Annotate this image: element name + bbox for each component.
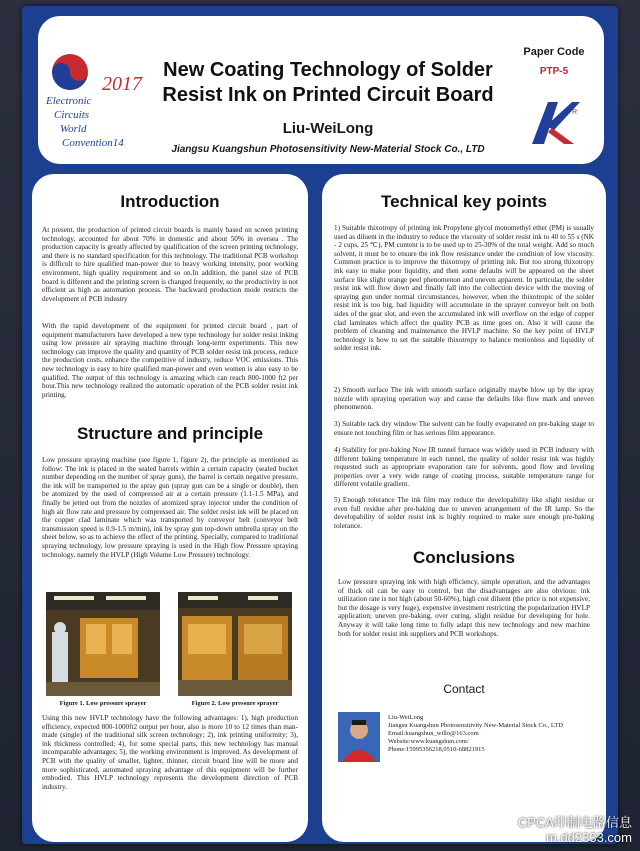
author-photo — [338, 712, 380, 762]
logo-line-3: World — [60, 123, 87, 135]
contact-heading: Contact — [443, 682, 485, 696]
figure-2-photo — [178, 592, 292, 696]
contact-company: Jiangsu Kuangshun Photosensitivity New-Material Stock Co., LTD — [388, 722, 563, 729]
technical-point-5: 5) Enough tolerance The ink film may reduce the developability like slight residue or even full residue after pre-baking due to uneven arrangement of the IR lamp. So the developability of solder resist ink is highly required to make sure enough pre-baking tolerance. — [334, 496, 594, 530]
figure-1-photo — [46, 592, 160, 696]
introduction-paragraph-1: At present, the production of printed circuit boards is mainly based on screen printing technology, accounted for about 70% in domestic and about 50% in oversea . The production capacity is greatly affected by qualification of the screen printing technology, and there is no standard specification for this technology. The traditional PCB workshop is difficult to hire qualified man-power due to heavy working intensity, poor working environment, high quality requirement and so on.In addition, the panel size of PCB board is different and the printing screen is changed frequently, so the productivity is not efficient as high as automation process. The backward production mode restricts the development of PCB industry — [42, 226, 298, 303]
logo-line-4: Convention14 — [62, 137, 124, 149]
poster-title — [138, 58, 518, 108]
logo-line-1: Electronic — [46, 95, 92, 107]
structure-paragraph-1: Low pressure spraying machine (see figure 1, figure 2), the principle as mentioned as follow: The ink is placed in the sealed barrels within a certain capacity (sealed bucket number depending on the number of spray guns), the barrel is certain negative pressure, the ink will be transported to the spray gun (spray gun can be a single or double), then be atomized by the used of compressed air at a certain pressure (1.1-1.5 MPa), and finally be jetted out from the nozzles of atomized spray injector under the condition of high air flow rate and pressure by compressed air. The solder resist ink will be placed on the copper clad laminate which was transported by conveyor belt (conveyor belt transmission speed is 0.9-1.5 m/min), ink by spray gun top-down umbrella spray on the sheet below, so as to achieve the effect of the printing. Specially, compared to traditional spraying technology, low pressure spraying is used in the High flow Pressure spraying technology, namely the HVLP (High Volume Low Pressure) technology. — [42, 456, 298, 559]
technical-point-3: 3) Suitable tack dry window The solvent can be foully evaporated on pre-baking stage to ensure not touching film or has serious film appearance. — [334, 420, 594, 437]
contact-details — [388, 714, 598, 754]
title-line-1: New Coating Technology of Solder — [163, 59, 493, 81]
paper-code-value: PTP-5 — [539, 66, 569, 77]
contact-website: Website:www.kuangshun.com/ — [388, 738, 469, 745]
figure-2-caption: Figure 2. Low pressure sprayer — [191, 700, 279, 707]
watermark — [518, 815, 632, 845]
registered-mark: R — [572, 109, 578, 116]
watermark-line-2: m.dd2333.com — [546, 830, 632, 845]
conclusions-heading: Conclusions — [412, 548, 515, 567]
contact-phone: Phone:15995356218,0510-68821915 — [388, 746, 485, 753]
left-column-panel — [32, 174, 308, 842]
structure-heading: Structure and principle — [76, 424, 264, 443]
introduction-heading: Introduction — [120, 192, 220, 211]
logo-year: 2017 — [102, 73, 142, 95]
paper-code-label: Paper Code — [523, 46, 585, 58]
header-panel — [38, 16, 604, 164]
technical-point-4: 4) Stability for pre-baking Now IR tunnel furnace was widely used in PCB industry with different baking temperature in each tunnel, the quality of solder resist ink was highly requested such as appropriate evaporation rate for solvents, good flow and leveling properties over a very wide range of coating process, suitable temperature range for different volatile gradient. — [334, 446, 594, 489]
technical-point-2: 2) Smooth surface The ink with smooth surface originally maybe blow up by the spray nozzle with spraying operation way and cause the defaults like flow mark and uneven phenomenon. — [334, 386, 594, 412]
author-name: Liu-WeiLong — [282, 120, 374, 137]
kuangshun-logo-icon — [526, 94, 582, 150]
watermark-line-1: CPCA印制电路信息 — [517, 815, 632, 830]
technical-key-points-heading: Technical key points — [381, 192, 547, 211]
logo-line-2: Circuits — [54, 109, 90, 121]
technical-point-1: 1) Suitable thixotropy of printing ink Propylene glycol monomethyl ether (PM) is usually used as diluent in the industry to reduce the viscosity of solder resist ink to 40 to 55 s (NK - 2 cups, 25 ℃), PM content is to be used up to 25-30% of the total weight. Add so much solvent, it must be to ensure the ink flow resistance under the condition of low viscosity. Common practice is to improve the thixotropy of printing ink. But too strong thixotropy ink easy to make poor liquidity, and then some defaults will be appeared on the sheet surface like slight orange peel phenomenon and uneven apparent. In particular, the solder resist ink will flow down and finally fall into the collection device with the moving of spraying gun under normal circumstances, however, when the thixotropic of the solder resist ink is too big, bad liquidity will accumulate in the sprayer conveyor belt on both sides of the gear slot, and even the accumulated ink will overflow on the edge of copper clad laminates which affect the quality PCB as time goes on. Also it will cause the problem of cleaning and maintenance the HVLP machine. So the key point of HVLP technology is how to set the suitable thixotropy to balance motionless and liquidity of solder resist ink. — [334, 224, 594, 353]
title-line-2: Resist Ink on Printed Circuit Board — [162, 84, 494, 106]
affiliation: Jiangsu Kuangshun Photosensitivity New-Material Stock Co., LTD — [171, 144, 485, 155]
conclusions-paragraph: Low pressure spraying ink with high efficiency, simple operation, and the advantages of thick oil can be easy to control, but the disadvantages are also obvious: ink utilization rate is not high (about 50-60%), high cost diluent (the price is not expensive, but the dosage is very huge), expensive investment restricting the popularization HVLP application; uneven pre-baking, over curing, slight residue for developing for hole. Anyway it will take long time to fully adapt this new technology and new machine both for solder resist ink suppliers and PCB workshops. — [338, 578, 590, 638]
introduction-paragraph-2: With the rapid development of the equipment for printed circuit board , part of equipment manufacturers have developed a new type technology for solder resist inking using low pressure air spraying machine through long-term experiments. This new technology can improve the quality and quantity of PCB solder resist ink process, reduce the production costs, enhance the competitive of industry, reduce VOC emissions. This new technology is easy to hire qualified man-power and even women is also easy to be qualified. The output of this technology is amazing which can reach 800-1000 ft2 per hour.This new technology realized the automatic operation of the PCB solder resist ink printing. — [42, 322, 298, 399]
poster — [22, 6, 618, 844]
figure-1-caption: Figure 1. Low pressure sprayer — [59, 700, 147, 707]
right-column-panel — [322, 174, 606, 842]
contact-name: Liu-WeiLong — [388, 714, 424, 721]
contact-email: Email:kuangshun_willo@163.com — [388, 730, 479, 737]
structure-paragraph-2: Using this new HVLP technology have the following advantages: 1), high production efficiency, expected 800-1000ft2 output per hour, also is more 10 to 12 times than man-made (single) of the traditional silk screen technology; 2), ink printing uniformity; 3), ink thickness controlled; 4), for some special parts, this new technology has manual incomparable advantages; 5), the working environment is improved. As development of PCB with the quality of smaller, lighter, thinner, circuit board line will be more and more sophisticated, automated spraying advantage of this equipment will be further embodied. This HVLP technology represents the development direction of PCB industry. — [42, 714, 298, 791]
